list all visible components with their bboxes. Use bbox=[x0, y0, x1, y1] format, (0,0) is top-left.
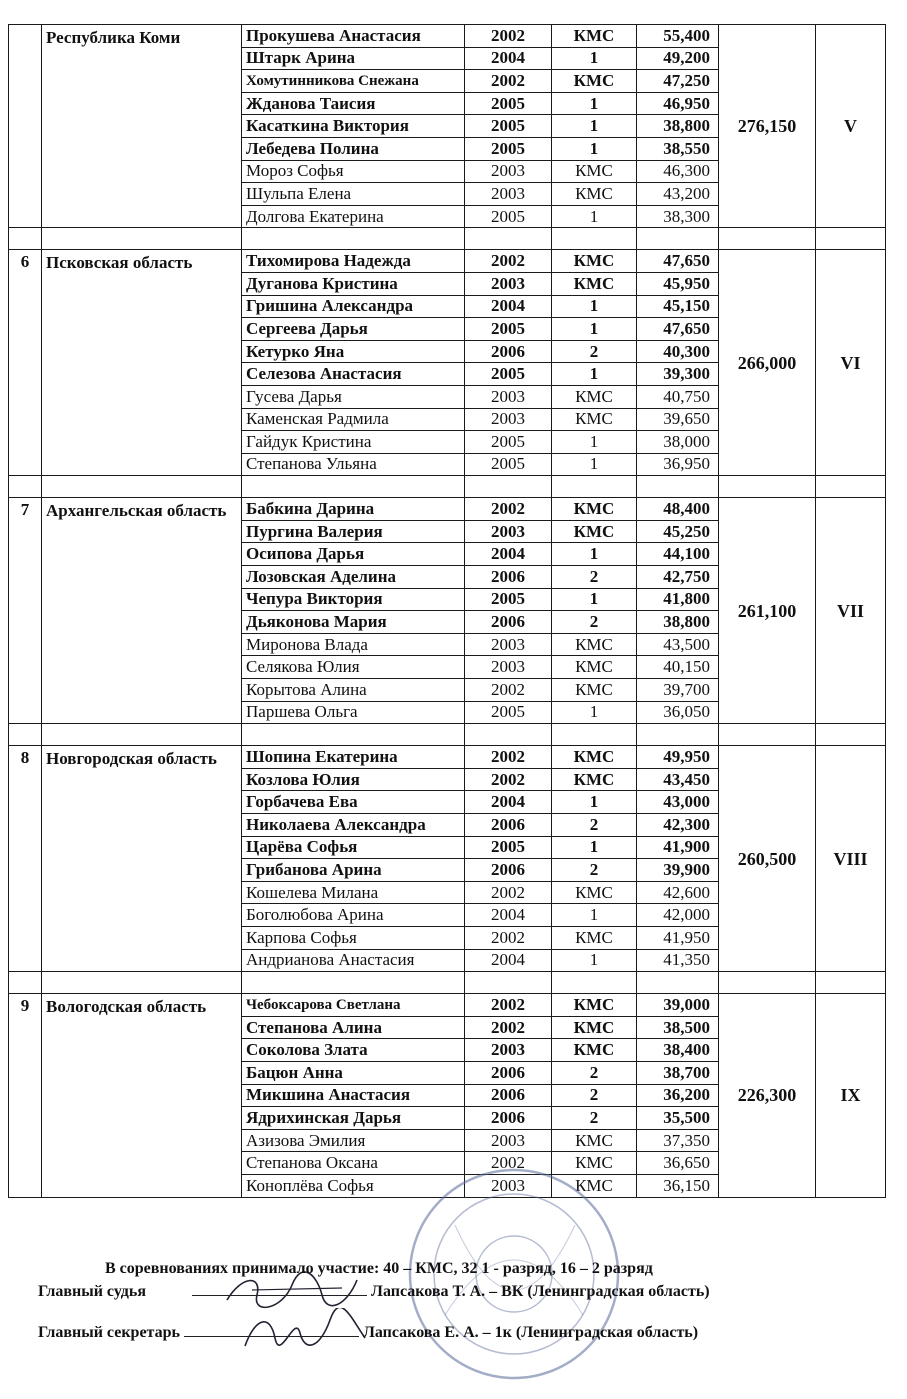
empty-cell bbox=[637, 476, 719, 498]
athlete-birth-year: 2004 bbox=[465, 904, 552, 927]
athlete-rank: 1 bbox=[552, 137, 637, 160]
athlete-rank: 1 bbox=[552, 205, 637, 228]
chief-secretary-label: Главный секретарь bbox=[38, 1324, 180, 1341]
athlete-name: Дьяконова Мария bbox=[242, 611, 465, 634]
athlete-row bbox=[9, 746, 886, 769]
athlete-rank: КМС bbox=[552, 385, 637, 408]
team-number: 9 bbox=[9, 994, 42, 1197]
empty-cell bbox=[719, 972, 816, 994]
athlete-rank: КМС bbox=[552, 70, 637, 93]
team-total-score: 276,150 bbox=[719, 25, 816, 228]
athlete-name: Миронова Влада bbox=[242, 633, 465, 656]
athlete-score: 40,750 bbox=[637, 385, 719, 408]
athlete-birth-year: 2004 bbox=[465, 543, 552, 566]
athlete-score: 42,300 bbox=[637, 814, 719, 837]
athlete-birth-year: 2005 bbox=[465, 92, 552, 115]
athlete-name: Андрианова Анастасия bbox=[242, 949, 465, 972]
participation-summary: В соревнованиях принимало участие: 40 – КМС, 32 1 - разряд, 16 – 2 разряд bbox=[105, 1260, 653, 1277]
athlete-rank: 1 bbox=[552, 47, 637, 70]
team-place: IX bbox=[816, 994, 886, 1197]
athlete-name: Касаткина Виктория bbox=[242, 115, 465, 138]
athlete-score: 43,450 bbox=[637, 768, 719, 791]
athlete-name: Чепура Виктория bbox=[242, 588, 465, 611]
athlete-score: 43,000 bbox=[637, 791, 719, 814]
athlete-score: 36,050 bbox=[637, 701, 719, 724]
athlete-rank: КМС bbox=[552, 1174, 637, 1197]
athlete-birth-year: 2003 bbox=[465, 633, 552, 656]
athlete-score: 36,950 bbox=[637, 453, 719, 476]
athlete-rank: КМС bbox=[552, 272, 637, 295]
athlete-name: Сергеева Дарья bbox=[242, 318, 465, 341]
athlete-score: 38,500 bbox=[637, 1016, 719, 1039]
athlete-score: 43,500 bbox=[637, 633, 719, 656]
athlete-rank: 1 bbox=[552, 318, 637, 341]
athlete-score: 40,300 bbox=[637, 340, 719, 363]
team-spacer-row bbox=[9, 228, 886, 250]
empty-cell bbox=[465, 228, 552, 250]
athlete-name: Горбачева Ева bbox=[242, 791, 465, 814]
athlete-name: Бацюн Анна bbox=[242, 1061, 465, 1084]
team-number: 7 bbox=[9, 498, 42, 724]
athlete-birth-year: 2005 bbox=[465, 431, 552, 454]
athlete-name: Каменская Радмила bbox=[242, 408, 465, 431]
athlete-score: 39,000 bbox=[637, 994, 719, 1017]
empty-cell bbox=[42, 972, 242, 994]
athlete-rank: 1 bbox=[552, 836, 637, 859]
athlete-score: 46,950 bbox=[637, 92, 719, 115]
athlete-birth-year: 2004 bbox=[465, 295, 552, 318]
empty-cell bbox=[242, 228, 465, 250]
athlete-birth-year: 2002 bbox=[465, 25, 552, 48]
athlete-score: 46,300 bbox=[637, 160, 719, 183]
athlete-rank: 1 bbox=[552, 949, 637, 972]
athlete-score: 36,650 bbox=[637, 1152, 719, 1175]
athlete-name: Чебоксарова Светлана bbox=[242, 994, 465, 1017]
empty-cell bbox=[552, 972, 637, 994]
athlete-birth-year: 2002 bbox=[465, 679, 552, 702]
athlete-name: Козлова Юлия bbox=[242, 768, 465, 791]
athlete-birth-year: 2003 bbox=[465, 408, 552, 431]
signature-line bbox=[192, 1281, 367, 1296]
empty-cell bbox=[637, 972, 719, 994]
athlete-rank: 2 bbox=[552, 1084, 637, 1107]
athlete-name: Лебедева Полина bbox=[242, 137, 465, 160]
athlete-rank: 1 bbox=[552, 543, 637, 566]
athlete-rank: КМС bbox=[552, 1129, 637, 1152]
empty-cell bbox=[816, 476, 886, 498]
athlete-score: 36,150 bbox=[637, 1174, 719, 1197]
athlete-score: 39,300 bbox=[637, 363, 719, 386]
athlete-score: 38,000 bbox=[637, 431, 719, 454]
athlete-rank: КМС bbox=[552, 746, 637, 769]
athlete-rank: КМС bbox=[552, 250, 637, 273]
athlete-rank: 1 bbox=[552, 115, 637, 138]
athlete-score: 39,900 bbox=[637, 859, 719, 882]
athlete-score: 47,650 bbox=[637, 318, 719, 341]
athlete-birth-year: 2003 bbox=[465, 1039, 552, 1062]
athlete-birth-year: 2002 bbox=[465, 1152, 552, 1175]
athlete-birth-year: 2005 bbox=[465, 701, 552, 724]
athlete-score: 47,650 bbox=[637, 250, 719, 273]
empty-cell bbox=[465, 476, 552, 498]
athlete-birth-year: 2002 bbox=[465, 926, 552, 949]
athlete-score: 41,350 bbox=[637, 949, 719, 972]
empty-cell bbox=[552, 228, 637, 250]
athlete-birth-year: 2003 bbox=[465, 385, 552, 408]
athlete-rank: 2 bbox=[552, 566, 637, 589]
athlete-name: Прокушева Анастасия bbox=[242, 25, 465, 48]
athlete-birth-year: 2002 bbox=[465, 1016, 552, 1039]
athlete-birth-year: 2004 bbox=[465, 47, 552, 70]
athlete-rank: 1 bbox=[552, 588, 637, 611]
athlete-rank: 1 bbox=[552, 363, 637, 386]
empty-cell bbox=[9, 972, 42, 994]
athlete-name: Селякова Юлия bbox=[242, 656, 465, 679]
athlete-rank: КМС bbox=[552, 633, 637, 656]
athlete-name: Долгова Екатерина bbox=[242, 205, 465, 228]
athlete-rank: КМС bbox=[552, 1152, 637, 1175]
empty-cell bbox=[9, 476, 42, 498]
athlete-score: 45,950 bbox=[637, 272, 719, 295]
athlete-birth-year: 2005 bbox=[465, 363, 552, 386]
team-number: 8 bbox=[9, 746, 42, 972]
athlete-birth-year: 2002 bbox=[465, 250, 552, 273]
athlete-rank: КМС bbox=[552, 183, 637, 206]
athlete-birth-year: 2005 bbox=[465, 137, 552, 160]
athlete-name: Мороз Софья bbox=[242, 160, 465, 183]
athlete-name: Степанова Алина bbox=[242, 1016, 465, 1039]
athlete-birth-year: 2006 bbox=[465, 1084, 552, 1107]
athlete-name: Селезова Анастасия bbox=[242, 363, 465, 386]
empty-cell bbox=[42, 724, 242, 746]
athlete-birth-year: 2004 bbox=[465, 949, 552, 972]
athlete-birth-year: 2005 bbox=[465, 205, 552, 228]
athlete-name: Шопина Екатерина bbox=[242, 746, 465, 769]
athlete-rank: КМС bbox=[552, 25, 637, 48]
athlete-score: 41,900 bbox=[637, 836, 719, 859]
athlete-rank: КМС bbox=[552, 679, 637, 702]
athlete-rank: КМС bbox=[552, 994, 637, 1017]
athlete-name: Бабкина Дарина bbox=[242, 498, 465, 521]
athlete-name: Хомутинникова Снежана bbox=[242, 70, 465, 93]
athlete-birth-year: 2005 bbox=[465, 836, 552, 859]
athlete-name: Степанова Оксана bbox=[242, 1152, 465, 1175]
athlete-rank: 2 bbox=[552, 814, 637, 837]
team-name: Республика Коми bbox=[42, 25, 242, 228]
athlete-birth-year: 2003 bbox=[465, 272, 552, 295]
empty-cell bbox=[816, 972, 886, 994]
athlete-birth-year: 2006 bbox=[465, 859, 552, 882]
team-place: VI bbox=[816, 250, 886, 476]
athlete-rank: КМС bbox=[552, 881, 637, 904]
team-name: Архангельская область bbox=[42, 498, 242, 724]
athlete-score: 49,950 bbox=[637, 746, 719, 769]
athlete-name: Осипова Дарья bbox=[242, 543, 465, 566]
athlete-score: 49,200 bbox=[637, 47, 719, 70]
athlete-score: 38,400 bbox=[637, 1039, 719, 1062]
team-name: Псковская область bbox=[42, 250, 242, 476]
team-number bbox=[9, 25, 42, 228]
athlete-birth-year: 2006 bbox=[465, 340, 552, 363]
athlete-name: Корытова Алина bbox=[242, 679, 465, 702]
empty-cell bbox=[42, 228, 242, 250]
team-total-score: 260,500 bbox=[719, 746, 816, 972]
athlete-rank: КМС bbox=[552, 1016, 637, 1039]
empty-cell bbox=[465, 972, 552, 994]
athlete-name: Тихомирова Надежда bbox=[242, 250, 465, 273]
athlete-name: Кошелева Милана bbox=[242, 881, 465, 904]
athlete-rank: 1 bbox=[552, 904, 637, 927]
athlete-name: Шульпа Елена bbox=[242, 183, 465, 206]
athlete-birth-year: 2006 bbox=[465, 1107, 552, 1130]
athlete-score: 38,300 bbox=[637, 205, 719, 228]
athlete-birth-year: 2002 bbox=[465, 70, 552, 93]
athlete-rank: 2 bbox=[552, 340, 637, 363]
empty-cell bbox=[719, 228, 816, 250]
athlete-score: 41,950 bbox=[637, 926, 719, 949]
athlete-score: 38,550 bbox=[637, 137, 719, 160]
empty-cell bbox=[552, 476, 637, 498]
athlete-score: 55,400 bbox=[637, 25, 719, 48]
athlete-birth-year: 2005 bbox=[465, 453, 552, 476]
athlete-birth-year: 2002 bbox=[465, 768, 552, 791]
team-place: VIII bbox=[816, 746, 886, 972]
athlete-rank: КМС bbox=[552, 520, 637, 543]
empty-cell bbox=[816, 724, 886, 746]
athlete-rank: КМС bbox=[552, 1039, 637, 1062]
athlete-name: Гайдук Кристина bbox=[242, 431, 465, 454]
team-place: V bbox=[816, 25, 886, 228]
athlete-name: Соколова Злата bbox=[242, 1039, 465, 1062]
athlete-rank: КМС bbox=[552, 498, 637, 521]
athlete-rank: 1 bbox=[552, 453, 637, 476]
athlete-score: 38,700 bbox=[637, 1061, 719, 1084]
athlete-name: Карпова Софья bbox=[242, 926, 465, 949]
athlete-rank: 2 bbox=[552, 1061, 637, 1084]
athlete-birth-year: 2002 bbox=[465, 881, 552, 904]
team-spacer-row bbox=[9, 476, 886, 498]
athlete-rank: КМС bbox=[552, 160, 637, 183]
athlete-birth-year: 2006 bbox=[465, 814, 552, 837]
empty-cell bbox=[242, 724, 465, 746]
chief-judge-name: Лапсакова Т. А. – ВК (Ленинградская область) bbox=[371, 1283, 710, 1300]
athlete-name: Ядрихинская Дарья bbox=[242, 1107, 465, 1130]
team-number: 6 bbox=[9, 250, 42, 476]
athlete-score: 39,700 bbox=[637, 679, 719, 702]
results-table bbox=[8, 24, 886, 1198]
chief-secretary-line bbox=[38, 1322, 698, 1342]
athlete-name: Степанова Ульяна bbox=[242, 453, 465, 476]
athlete-rank: 1 bbox=[552, 295, 637, 318]
empty-cell bbox=[465, 724, 552, 746]
athlete-birth-year: 2006 bbox=[465, 1061, 552, 1084]
athlete-birth-year: 2002 bbox=[465, 498, 552, 521]
athlete-birth-year: 2005 bbox=[465, 115, 552, 138]
empty-cell bbox=[816, 228, 886, 250]
athlete-rank: 2 bbox=[552, 859, 637, 882]
athlete-row bbox=[9, 250, 886, 273]
athlete-rank: 2 bbox=[552, 611, 637, 634]
athlete-name: Штарк Арина bbox=[242, 47, 465, 70]
athlete-name: Царёва Софья bbox=[242, 836, 465, 859]
athlete-birth-year: 2005 bbox=[465, 588, 552, 611]
athlete-score: 38,800 bbox=[637, 115, 719, 138]
athlete-name: Гришина Александра bbox=[242, 295, 465, 318]
athlete-score: 42,750 bbox=[637, 566, 719, 589]
team-place: VII bbox=[816, 498, 886, 724]
athlete-rank: КМС bbox=[552, 408, 637, 431]
athlete-score: 47,250 bbox=[637, 70, 719, 93]
athlete-score: 38,800 bbox=[637, 611, 719, 634]
signature-line bbox=[184, 1322, 359, 1337]
athlete-name: Микшина Анастасия bbox=[242, 1084, 465, 1107]
chief-secretary-name: Лапсакова Е. А. – 1к (Ленинградская область) bbox=[362, 1324, 699, 1341]
athlete-name: Дуганова Кристина bbox=[242, 272, 465, 295]
chief-judge-line bbox=[38, 1281, 710, 1301]
athlete-score: 48,400 bbox=[637, 498, 719, 521]
chief-judge-label: Главный судья bbox=[38, 1283, 147, 1300]
athlete-birth-year: 2003 bbox=[465, 1129, 552, 1152]
athlete-birth-year: 2005 bbox=[465, 318, 552, 341]
empty-cell bbox=[637, 724, 719, 746]
athlete-rank: 1 bbox=[552, 92, 637, 115]
athlete-birth-year: 2002 bbox=[465, 994, 552, 1017]
athlete-rank: КМС bbox=[552, 768, 637, 791]
athlete-score: 42,600 bbox=[637, 881, 719, 904]
athlete-rank: 2 bbox=[552, 1107, 637, 1130]
athlete-rank: КМС bbox=[552, 656, 637, 679]
athlete-birth-year: 2004 bbox=[465, 791, 552, 814]
athlete-rank: 1 bbox=[552, 431, 637, 454]
athlete-name: Пургина Валерия bbox=[242, 520, 465, 543]
athlete-name: Коноплёва Софья bbox=[242, 1174, 465, 1197]
athlete-birth-year: 2006 bbox=[465, 611, 552, 634]
athlete-name: Азизова Эмилия bbox=[242, 1129, 465, 1152]
athlete-birth-year: 2003 bbox=[465, 1174, 552, 1197]
athlete-score: 36,200 bbox=[637, 1084, 719, 1107]
empty-cell bbox=[242, 476, 465, 498]
team-total-score: 266,000 bbox=[719, 250, 816, 476]
athlete-rank: КМС bbox=[552, 926, 637, 949]
team-name: Вологодская область bbox=[42, 994, 242, 1197]
athlete-score: 42,000 bbox=[637, 904, 719, 927]
athlete-score: 44,100 bbox=[637, 543, 719, 566]
empty-cell bbox=[719, 476, 816, 498]
athlete-score: 40,150 bbox=[637, 656, 719, 679]
athlete-rank: 1 bbox=[552, 791, 637, 814]
team-spacer-row bbox=[9, 724, 886, 746]
athlete-name: Лозовская Аделина bbox=[242, 566, 465, 589]
athlete-row bbox=[9, 994, 886, 1017]
empty-cell bbox=[637, 228, 719, 250]
athlete-score: 39,650 bbox=[637, 408, 719, 431]
athlete-score: 35,500 bbox=[637, 1107, 719, 1130]
athlete-name: Грибанова Арина bbox=[242, 859, 465, 882]
empty-cell bbox=[9, 724, 42, 746]
team-total-score: 226,300 bbox=[719, 994, 816, 1197]
athlete-score: 43,200 bbox=[637, 183, 719, 206]
athlete-score: 45,150 bbox=[637, 295, 719, 318]
athlete-birth-year: 2003 bbox=[465, 160, 552, 183]
athlete-name: Гусева Дарья bbox=[242, 385, 465, 408]
team-name: Новгородская область bbox=[42, 746, 242, 972]
athlete-name: Николаева Александра bbox=[242, 814, 465, 837]
athlete-score: 45,250 bbox=[637, 520, 719, 543]
empty-cell bbox=[42, 476, 242, 498]
team-total-score: 261,100 bbox=[719, 498, 816, 724]
athlete-birth-year: 2006 bbox=[465, 566, 552, 589]
athlete-birth-year: 2003 bbox=[465, 183, 552, 206]
team-spacer-row bbox=[9, 972, 886, 994]
athlete-name: Паршева Ольга bbox=[242, 701, 465, 724]
athlete-row bbox=[9, 25, 886, 48]
athlete-name: Кетурко Яна bbox=[242, 340, 465, 363]
empty-cell bbox=[552, 724, 637, 746]
athlete-row bbox=[9, 498, 886, 521]
athlete-score: 41,800 bbox=[637, 588, 719, 611]
athlete-name: Жданова Таисия bbox=[242, 92, 465, 115]
empty-cell bbox=[9, 228, 42, 250]
athlete-birth-year: 2003 bbox=[465, 520, 552, 543]
athlete-score: 37,350 bbox=[637, 1129, 719, 1152]
athlete-name: Боголюбова Арина bbox=[242, 904, 465, 927]
empty-cell bbox=[719, 724, 816, 746]
empty-cell bbox=[242, 972, 465, 994]
athlete-birth-year: 2003 bbox=[465, 656, 552, 679]
athlete-rank: 1 bbox=[552, 701, 637, 724]
athlete-birth-year: 2002 bbox=[465, 746, 552, 769]
